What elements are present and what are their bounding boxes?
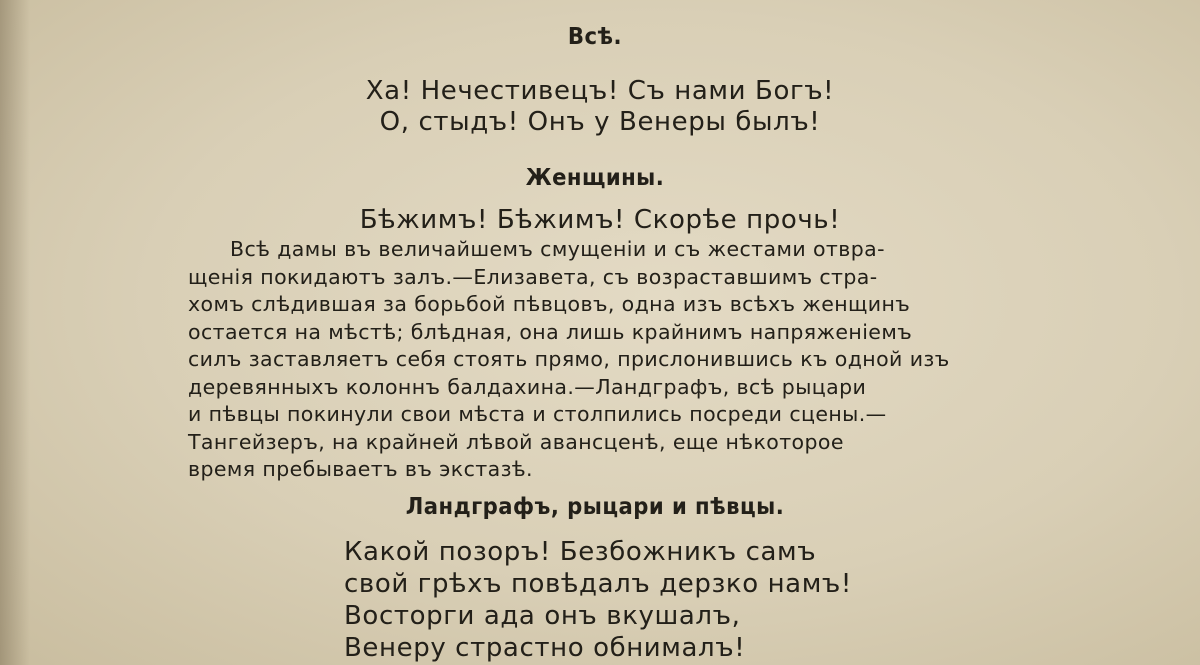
verse-line: Восторги ада онъ вкушалъ, (344, 601, 741, 631)
verse-line: Бѣжимъ! Бѣжимъ! Скорѣе прочь! (359, 205, 841, 235)
verse-line: О, стыдъ! Онъ у Венеры былъ! (379, 107, 821, 137)
verse-line: свой грѣхъ повѣдалъ дерзко намъ! (344, 569, 852, 599)
verse-all (0, 76, 1200, 138)
verse-women (0, 205, 1200, 236)
stage-direction-line: Всѣ дамы въ величайшемъ смущеніи и съ жестами отвра- (230, 237, 885, 261)
stage-direction-line: остается на мѣстѣ; блѣдная, она лишь крайнимъ напряженіемъ (188, 319, 913, 344)
stage-direction-line: Тангейзеръ, на крайней лѣвой авансценѣ, еще нѣкоторое (188, 429, 844, 454)
verse-line: Какой позоръ! Безбожникъ самъ (344, 537, 817, 567)
stage-direction-line: и пѣвцы покинули свои мѣста и столпились посреди сцены.— (188, 402, 887, 426)
speaker-heading-all: Всѣ. (567, 24, 623, 50)
verse-line: Ха! Нечестивецъ! Съ нами Богъ! (365, 76, 835, 106)
stage-direction-line: время пребываетъ въ экстазѣ. (188, 457, 533, 481)
speaker-heading-women: Женщины. (525, 165, 665, 191)
verse-line: Венеру страстно обнималъ! (344, 633, 746, 663)
stage-direction-line: деревянныхъ колоннъ балдахина.—Ландграфъ, всѣ рыцари (188, 374, 867, 399)
stage-direction-line: щенія покидаютъ залъ.—Елизавета, съ возраставшимъ стра- (188, 264, 878, 289)
stage-direction-line: хомъ слѣдившая за борьбой пѣвцовъ, одна изъ всѣхъ женщинъ (188, 292, 911, 316)
speaker-heading-landgrave-knights-singers: Ландграфъ, рыцари и пѣвцы. (405, 494, 785, 520)
stage-direction (188, 236, 1008, 484)
stage-direction-line: силъ заставляетъ себя стоять прямо, прислонившись къ одной изъ (188, 347, 950, 371)
verse-landgrave-knights-singers (344, 536, 852, 664)
